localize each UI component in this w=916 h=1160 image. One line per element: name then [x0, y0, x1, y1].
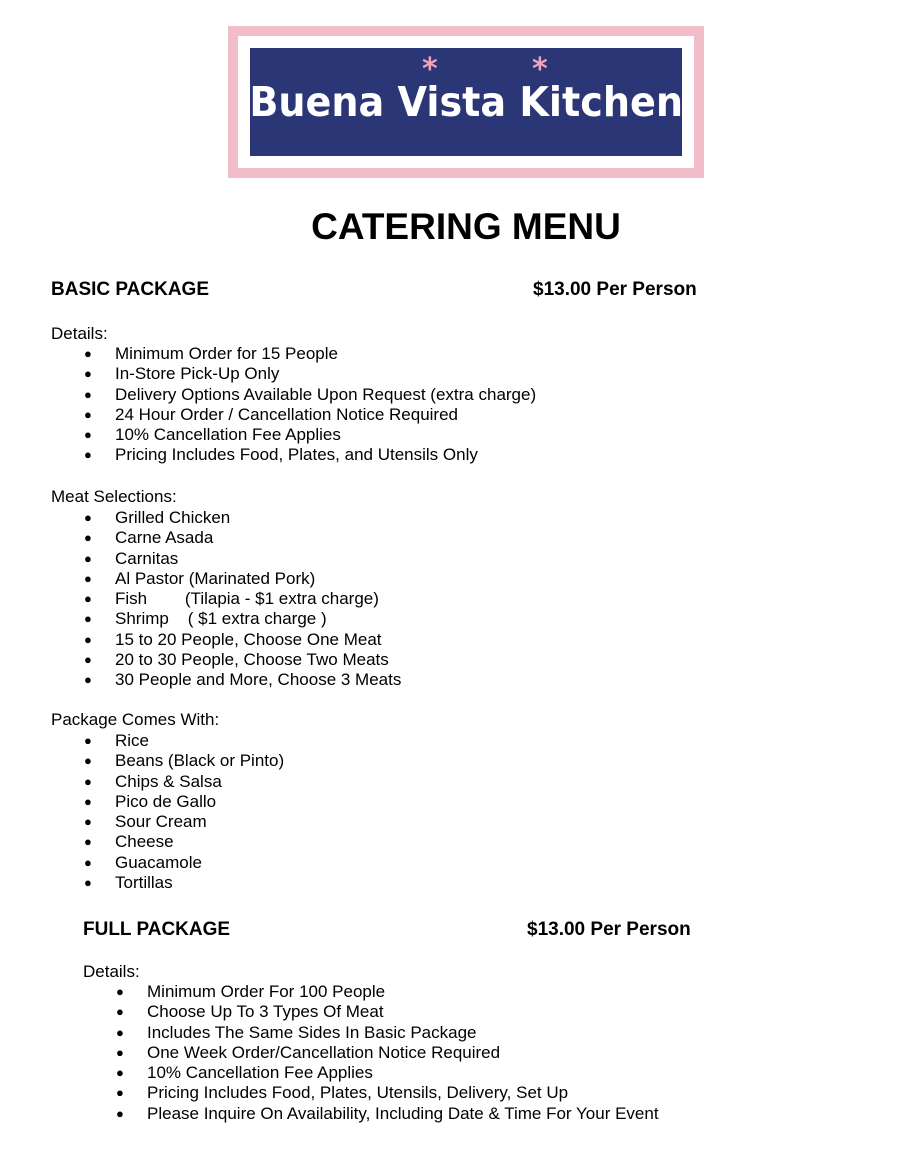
list-item: ● Includes The Same Sides In Basic Package	[83, 1023, 659, 1043]
full-details-list	[83, 982, 659, 1124]
list-item: ● Fish (Tilapia - $1 extra charge)	[51, 589, 401, 609]
list-item: ● Carnitas	[51, 549, 401, 569]
basic-details-label: Details:	[51, 324, 108, 343]
list-item: ● In-Store Pick-Up Only	[51, 364, 536, 384]
list-item: ● Delivery Options Available Upon Request (extra charge)	[51, 385, 536, 405]
list-item: ● Grilled Chicken	[51, 508, 401, 528]
list-item: ● Tortillas	[51, 873, 284, 893]
list-item: ● Please Inquire On Availability, Including Date & Time For Your Event	[83, 1104, 659, 1124]
list-item: ● 10% Cancellation Fee Applies	[83, 1063, 659, 1083]
list-item: ● Pricing Includes Food, Plates, and Utensils Only	[51, 445, 536, 465]
list-item: ● Al Pastor (Marinated Pork)	[51, 569, 401, 589]
list-item: ● 10% Cancellation Fee Applies	[51, 425, 536, 445]
logo	[228, 26, 704, 178]
list-item: ● Rice	[51, 731, 284, 751]
asterisk-icon: *	[532, 52, 548, 87]
basic-details-list	[51, 344, 536, 466]
logo-panel	[250, 48, 682, 156]
asterisk-icon: *	[422, 52, 438, 87]
full-details-label: Details:	[83, 962, 140, 981]
full-package-name: FULL PACKAGE	[83, 919, 231, 940]
package-comes-with-label: Package Comes With:	[51, 710, 220, 729]
page-title: CATERING MENU	[311, 206, 621, 247]
basic-package-name: BASIC PACKAGE	[51, 279, 209, 300]
meat-selections-list	[51, 508, 401, 691]
full-package-price: $13.00 Per Person	[527, 919, 691, 940]
list-item: ● 20 to 30 People, Choose Two Meats	[51, 650, 401, 670]
list-item: ● Cheese	[51, 832, 284, 852]
list-item: ● Carne Asada	[51, 528, 401, 548]
list-item: ● 30 People and More, Choose 3 Meats	[51, 670, 401, 690]
list-item: ● Pricing Includes Food, Plates, Utensils, Delivery, Set Up	[83, 1083, 659, 1103]
meat-selections-label: Meat Selections:	[51, 487, 177, 506]
list-item: ● Sour Cream	[51, 812, 284, 832]
list-item: ● Guacamole	[51, 853, 284, 873]
logo-border	[238, 36, 694, 168]
list-item: ● Chips & Salsa	[51, 772, 284, 792]
list-item: ● Beans (Black or Pinto)	[51, 751, 284, 771]
logo-text: Buena Vista Kitchen	[249, 78, 683, 126]
list-item: ● One Week Order/Cancellation Notice Required	[83, 1043, 659, 1063]
list-item: ● Pico de Gallo	[51, 792, 284, 812]
list-item: ● Minimum Order for 15 People	[51, 344, 536, 364]
list-item: ● Shrimp ( $1 extra charge )	[51, 609, 401, 629]
list-item: ● 15 to 20 People, Choose One Meat	[51, 630, 401, 650]
basic-package-price: $13.00 Per Person	[533, 279, 697, 300]
package-comes-with-list	[51, 731, 284, 893]
list-item: ● Minimum Order For 100 People	[83, 982, 659, 1002]
list-item: ● Choose Up To 3 Types Of Meat	[83, 1002, 659, 1022]
list-item: ● 24 Hour Order / Cancellation Notice Required	[51, 405, 536, 425]
